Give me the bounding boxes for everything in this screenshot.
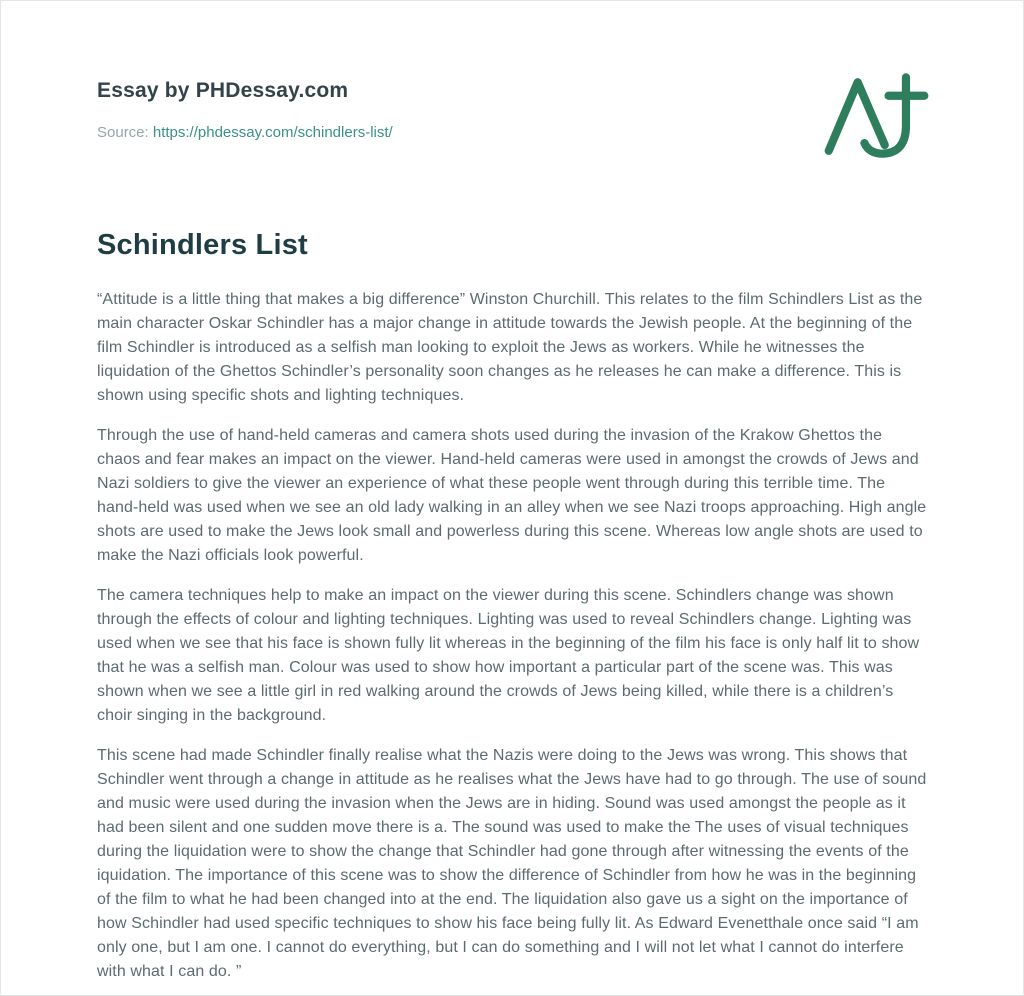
phdessay-logo-icon <box>821 71 933 163</box>
source-label: Source: <box>97 124 149 141</box>
source-line <box>97 124 927 141</box>
logo-a-stroke <box>829 82 885 151</box>
essay-paragraph: This scene had made Schindler finally realise what the Nazis were doing to the Jews was wrong. This shows that Schindler went through a change in attitude as he realises what the Jews have had to go through. The use of sound and music were used during the invasion when the Jews are in hiding. Sound was used amongst the people as it had been silent and one sudden move there is a. The sound was used to make the The uses of visual techniques during the liquidation were to show the change that Schindler had gone through after witnessing the events of the iquidation. The importance of this scene was to show the difference of Schindler from how he was in the beginning of the film to what he had been changed into at the end. The liquidation also gave us a sight on the importance of how Schindler had used specific techniques to show his face being fully lit. As Edward Evenetthale once said “I am only one, but I am one. I cannot do everything, but I can do something and I will not let what I cannot do interfere with what I can do. ” <box>97 747 927 980</box>
byline: Essay by PHDessay.com <box>97 79 349 102</box>
essay-body <box>97 288 927 984</box>
essay-title: Schindlers List <box>97 229 308 261</box>
essay-paragraph: Through the use of hand-held cameras and camera shots used during the invasion of the Krakow Ghettos the chaos and fear makes an impact on the viewer. Hand-held cameras were used in amongst the crowds of Jews and Nazi soldiers to give the viewer an experience of what these people went through during this terrible time. The hand-held was used when we see an old lady walking in an alley when we see Nazi troops approaching. High angle shots are used to make the Jews look small and powerless during this scene. Whereas low angle shots are used to make the Nazi officials look powerful. <box>97 427 927 564</box>
source-link[interactable]: https://phdessay.com/schindlers-list/ <box>152 124 393 141</box>
essay-paragraph: “Attitude is a little thing that makes a big difference” Winston Churchill. This relates to the film Schindlers List as the main character Oskar Schindler has a major change in attitude towards the Jewish people. At the beginning of the film Schindler is introduced as a selfish man looking to exploit the Jews as workers. While he witnesses the liquidation of the Ghettos Schindler’s personality soon changes as he releases he can make a difference. This is shown using specific shots and lighting techniques. <box>97 291 923 404</box>
essay-paragraph: The camera techniques help to make an impact on the viewer during this scene. Schindlers change was shown through the effects of colour and lighting techniques. Lighting was used to reveal Schindlers change. Lighting was used when we see that his face is shown fully lit whereas in the beginning of the film his face is only half lit to show that he was a selfish man. Colour was used to show how important a particular part of the scene was. This was shown when we see a little girl in red walking around the crowds of Jews being killed, while there is a children’s choir singing in the background. <box>97 587 920 724</box>
